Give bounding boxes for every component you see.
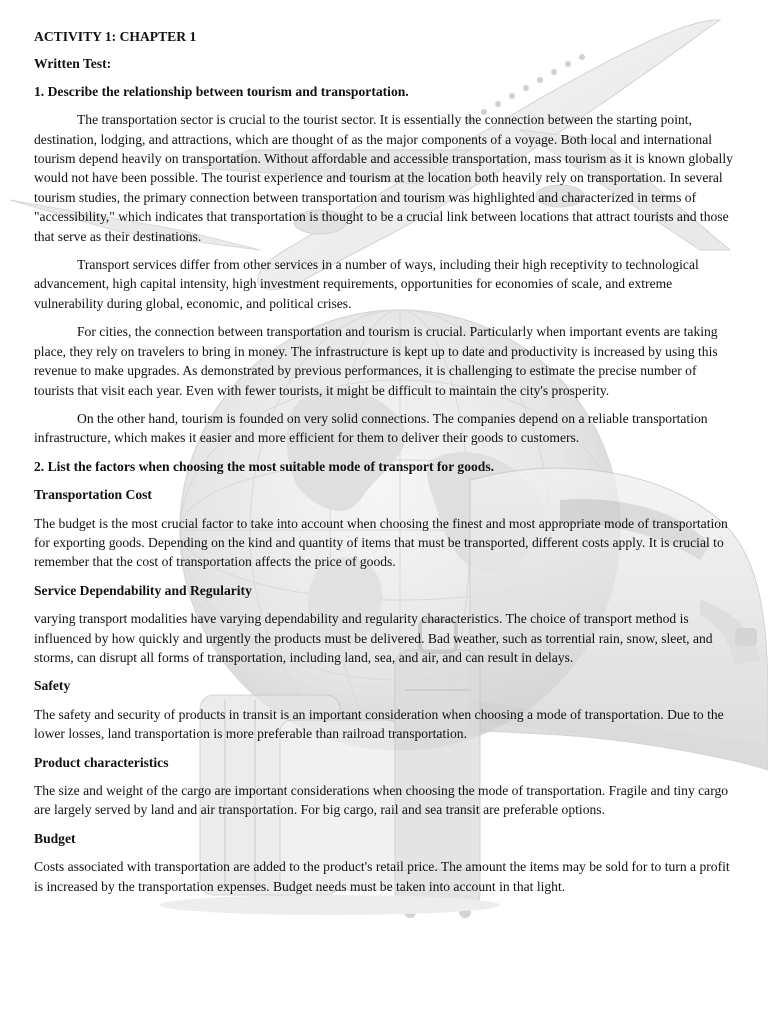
q1-paragraph: For cities, the connection between transportation and tourism is crucial. Particularly when important events are taking place, they rely on travelers to bring in money. The infrastructure is kept up to date and productivity is increased by using this revenue to make upgrades. As demonstrated by previous performances, it is challenging to estimate the precise number of tourists that visit each year. Even with fewer tourists, it might be difficult to maintain the city's prosperity. <box>34 324 718 398</box>
question-2-heading: 2. List the factors when choosing the most suitable mode of transport for goods. <box>34 458 495 474</box>
section-text-safety: The safety and security of products in transit is an important consideration when choosing a mode of transportation. Due to the lower losses, land transportation is more preferable than railroad transportation. <box>34 706 724 742</box>
section-text-budget: Costs associated with transportation are added to the product's retail price. The amount the items may be sold for to turn a profit is increased by the transportation expenses. Budget needs must be taken into account in that light. <box>34 859 730 894</box>
q1-paragraph: Transport services differ from other services in a number of ways, including their high receptivity to technological advancement, high capital intensity, high investment requirements, opportunities for economies of scale, and extreme vulnerability during global, economic, and political crises. <box>34 257 699 311</box>
section-heading-product-characteristics: Product characteristics <box>34 754 169 770</box>
document-title: ACTIVITY 1: CHAPTER 1 <box>34 29 197 44</box>
question-1-heading: 1. Describe the relationship between tourism and transportation. <box>34 83 409 99</box>
section-heading-transportation-cost: Transportation Cost <box>34 487 152 503</box>
document-body <box>34 27 734 905</box>
section-heading-safety: Safety <box>34 678 71 694</box>
section-text-transportation-cost: The budget is the most crucial factor to take into account when choosing the finest and most appropriate mode of transportation for exporting goods. Depending on the kind and quantity of items that must be transported, different costs apply. It is crucial to remember that the cost of transportation affects the price of goods. <box>34 515 728 570</box>
section-heading-budget: Budget <box>34 830 76 846</box>
q1-paragraph: On the other hand, tourism is founded on very solid connections. The companies depend on a reliable transportation infrastructure, which makes it easier and more efficient for them to deliver their goods to customers. <box>34 410 708 446</box>
section-text-product-characteristics: The size and weight of the cargo are important considerations when choosing the mode of transportation. Fragile and tiny cargo are largely served by land and air transportation. For big cargo, rail and sea transit are preferable options. <box>34 783 729 818</box>
q1-paragraph: The transportation sector is crucial to the tourist sector. It is essentially the connection between the starting point, destination, lodging, and attractions, which are thought of as the major components of a voyage. Both local and international tourism depend heavily on transportation. Without affordable and accessible transportation, mass tourism as it is known globally would not have been possible. The tourist experience and tourism at the location both heavily rely on transportation. In several tourism studies, the primary connection between transportation and tourism was highlighted and characterized in terms of "accessibility," which indicates that transportation is thought to be a crucial link between locations that attract tourists and those that serve as their destinations. <box>34 112 733 244</box>
document-subtitle: Written Test: <box>34 56 112 72</box>
section-heading-dependability: Service Dependability and Regularity <box>34 582 252 598</box>
section-text-dependability: varying transport modalities have varying dependability and regularity characteristics. The choice of transport method is influenced by how quickly and urgently the products must be delivered. Bad weather, such as torrential rain, snow, sleet, and storms, can disrupt all forms of transportation, including land, sea, and air, and can result in delays. <box>34 611 713 665</box>
